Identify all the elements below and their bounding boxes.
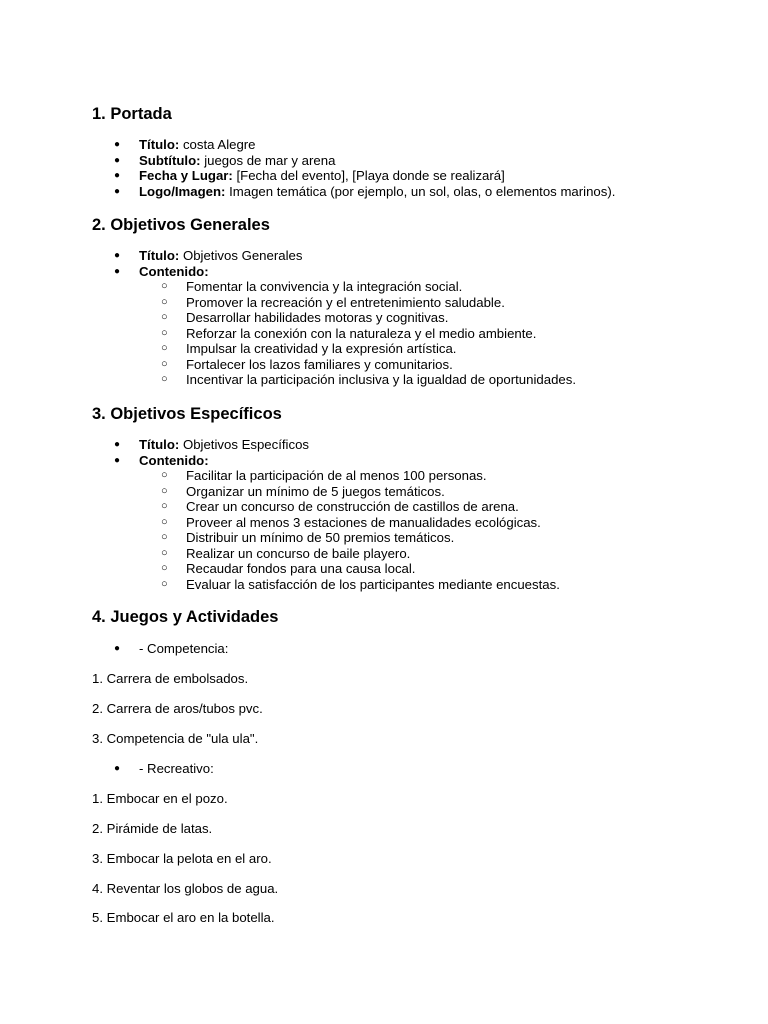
sub-list-item: ○ Fomentar la convivencia y la integración social. xyxy=(92,279,576,295)
sub-list-item: ○ Promover la recreación y el entretenimiento saludable. xyxy=(92,295,576,311)
sub-list-item: ○ Evaluar la satisfacción de los participantes mediante encuestas. xyxy=(92,577,560,593)
sub-list-item: ○ Crear un concurso de construcción de castillos de arena. xyxy=(92,499,560,515)
objetivos-especificos-sublist xyxy=(139,468,560,592)
objetivos-generales-list xyxy=(92,248,576,388)
sub-list-item: ○ Facilitar la participación de al menos 100 personas. xyxy=(92,468,560,484)
section-heading-portada: 1. Portada xyxy=(92,105,172,123)
sub-list-item: ○ Distribuir un mínimo de 50 premios temáticos. xyxy=(92,530,560,546)
sub-list-item: ○ Desarrollar habilidades motoras y cognitivas. xyxy=(92,310,576,326)
section-heading-juegos: 4. Juegos y Actividades xyxy=(92,608,279,626)
competencia-item: 3. Competencia de "ula ula". xyxy=(92,731,259,746)
portada-list xyxy=(92,137,615,199)
list-item: ● Título: costa Alegre xyxy=(92,137,615,153)
recreativo-item: 2. Pirámide de latas. xyxy=(92,821,213,836)
sub-list-item: ○ Reforzar la conexión con la naturaleza y el medio ambiente. xyxy=(92,326,576,342)
list-item: ● Contenido: ○ Fomentar la convivencia y la integración social. ○ Promover la recreación y el entretenimiento saludable. ○ Desarrollar habilidades motoras y cognitivas. ○ Reforzar la conexión con la naturaleza y el medio ambiente. ○ Impulsar la creatividad y la expresión artística. ○ Fortalecer los lazos familiares y comunitarios. ○ Incentivar la participación inclusiva y la igualdad de oportunidades. xyxy=(92,264,576,388)
sub-list-item: ○ Fortalecer los lazos familiares y comunitarios. xyxy=(92,357,576,373)
section-heading-objetivos-generales: 2. Objetivos Generales xyxy=(92,216,270,234)
list-item: ● Fecha y Lugar: [Fecha del evento], [Playa donde se realizará] xyxy=(92,168,615,184)
sub-list-item: ○ Impulsar la creatividad y la expresión artística. xyxy=(92,341,576,357)
sub-list-item: ○ Recaudar fondos para una causa local. xyxy=(92,561,560,577)
list-item: ● Título: Objetivos Específicos xyxy=(92,437,560,453)
list-item: ● Subtítulo: juegos de mar y arena xyxy=(92,153,615,169)
recreativo-item: 5. Embocar el aro en la botella. xyxy=(92,910,275,925)
sub-list-item: ○ Incentivar la participación inclusiva y la igualdad de oportunidades. xyxy=(92,372,576,388)
list-item: ● Título: Objetivos Generales xyxy=(92,248,576,264)
sub-list-item: ○ Organizar un mínimo de 5 juegos temáticos. xyxy=(92,484,560,500)
recreativo-item: 4. Reventar los globos de agua. xyxy=(92,881,279,896)
competencia-item: 1. Carrera de embolsados. xyxy=(92,671,249,686)
sub-list-item: ○ Proveer al menos 3 estaciones de manualidades ecológicas. xyxy=(92,515,560,531)
recreativo-bullet xyxy=(92,761,214,777)
objetivos-generales-sublist xyxy=(139,279,576,388)
objetivos-especificos-list xyxy=(92,437,560,592)
list-item: ● - Recreativo: xyxy=(92,761,214,777)
recreativo-item: 3. Embocar la pelota en el aro. xyxy=(92,851,272,866)
list-item: ● Contenido: ○ Facilitar la participación de al menos 100 personas. ○ Organizar un mínimo de 5 juegos temáticos. ○ Crear un concurso de construcción de castillos de arena. ○ Proveer al menos 3 estaciones de manualidades ecológicas. ○ Distribuir un mínimo de 50 premios temáticos. ○ Realizar un concurso de baile playero. ○ Recaudar fondos para una causa local. ○ Evaluar la satisfacción de los participantes mediante encuestas. xyxy=(92,453,560,593)
recreativo-item: 1. Embocar en el pozo. xyxy=(92,791,228,806)
list-item: ● Logo/Imagen: Imagen temática (por ejemplo, un sol, olas, o elementos marinos). xyxy=(92,184,615,200)
section-heading-objetivos-especificos: 3. Objetivos Específicos xyxy=(92,405,282,423)
sub-list-item: ○ Realizar un concurso de baile playero. xyxy=(92,546,560,562)
competencia-item: 2. Carrera de aros/tubos pvc. xyxy=(92,701,263,716)
competencia-bullet xyxy=(92,641,228,657)
list-item: ● - Competencia: xyxy=(92,641,228,657)
